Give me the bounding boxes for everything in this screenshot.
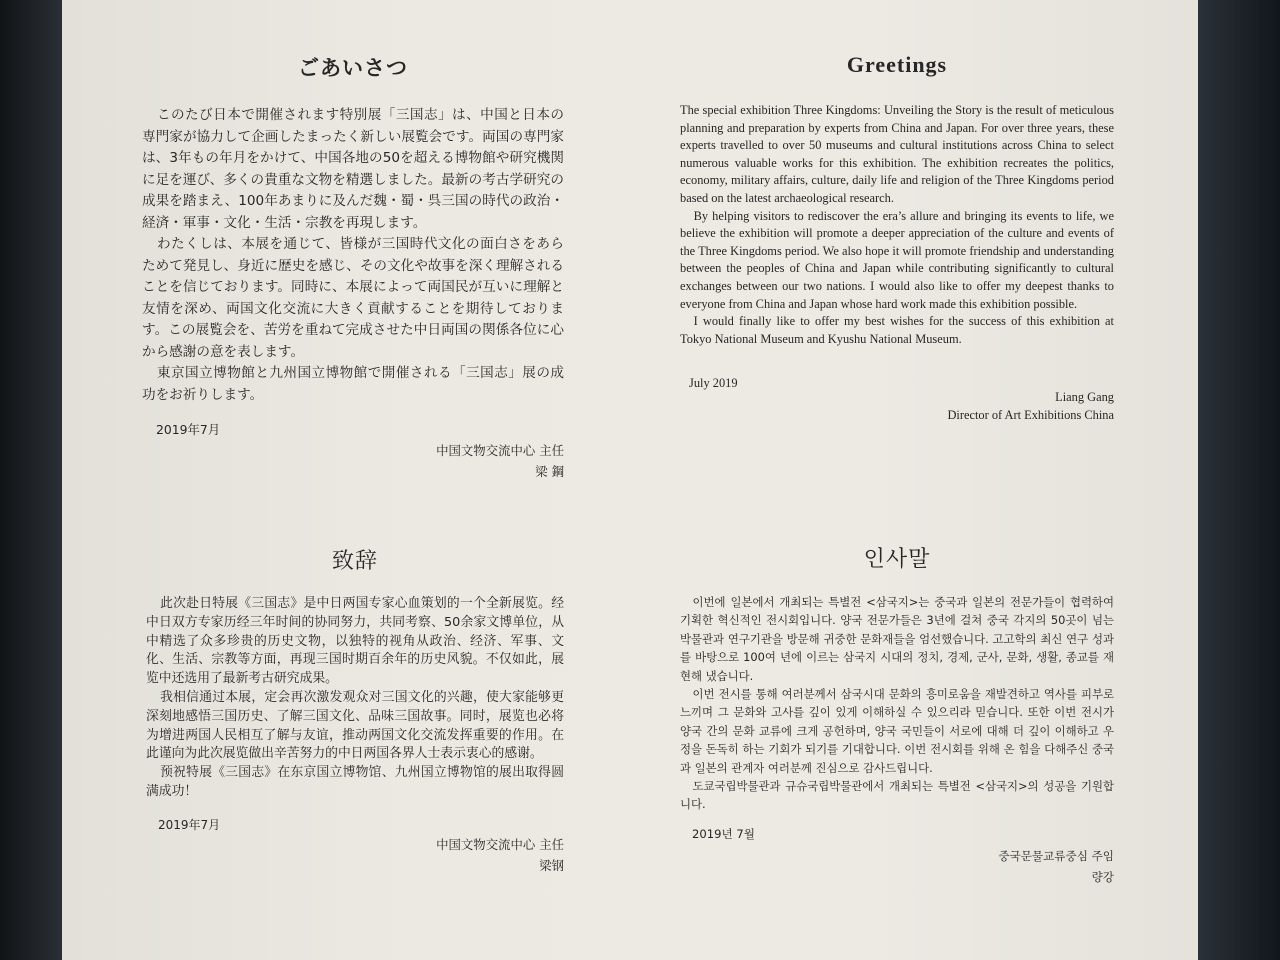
korean-body: [680, 593, 1114, 814]
chinese-paragraph-1: 此次赴日特展《三国志》是中日两国专家心血策划的一个全新展览。经中日双方专家历经三年时间的协同努力，共同考察、50余家文博单位，从中精选了众多珍贵的历史文物，以独特的视角从政治、经济、军事、文化、生活、宗教等方面，再现三国时期百余年的历史风貌。不仅如此，展览中还选用了最新考古研究成果。: [146, 596, 564, 687]
english-signature-name: Liang Gang: [1055, 390, 1114, 404]
english-paragraph-3: I would finally like to offer my best wishes for the success of this exhibition at Tokyo National Museum and Kyushu National Museum.: [680, 314, 1114, 346]
japanese-paragraph-2: わたくしは、本展を通じて、皆様が三国時代文化の面白さをあらためて発見し、身近に歴史を感じ、その文化や故事を深く理解されることを信じております。同時に、本展によって両国民が互いに理解と友情を深め、両国文化交流に大きく貢献することを期待しております。この展覧会を、苦労を重ねて完成させた中日両国の関係各位に心から感謝の意を表します。: [142, 236, 564, 360]
korean-title: 인사말: [863, 547, 931, 572]
chinese-signature-name: 梁钢: [539, 858, 564, 873]
korean-signature: [998, 846, 1114, 888]
korean-date: 2019년 7월: [692, 827, 755, 841]
english-paragraph-2: By helping visitors to rediscover the era’s allure and bringing its events to life, we believe the exhibition will promote a deeper appreciation of the culture and events of the Three Kingdoms period. We also hope it will promote friendship and understanding between the peoples of China and Japan while contributing significantly to cultural exchanges between our two nations. I would also like to offer my deepest thanks to everyone from China and Japan whose hard work made this exhibition possible.: [680, 208, 1114, 311]
english-signature-org: Director of Art Exhibitions China: [947, 408, 1114, 422]
left-wall-shadow: [0, 0, 62, 960]
japanese-paragraph-3: 東京国立博物館と九州国立博物館で開催される「三国志」展の成功をお祈りします。: [142, 365, 564, 403]
english-body: [680, 102, 1114, 348]
english-title: Greetings: [846, 52, 948, 77]
chinese-title: 致辞: [331, 549, 378, 574]
japanese-paragraph-1: このたび日本で開催されます特別展「三国志」は、中国と日本の専門家が協力して企画したまったく新しい展覧会です。両国の専門家は、3年もの年月をかけて、中国各地の50を超える博物館や研究機関に足を運び、多くの貴重な文物を精選しました。最新の考古学研究の成果を踏まえ、100年あまりに及んだ魏・蜀・呉三国の時代の政治・経済・軍事・文化・生活・宗教を再現します。: [142, 107, 564, 231]
japanese-title: ごあいさつ: [298, 56, 408, 80]
english-signature: [947, 388, 1114, 424]
japanese-signature-org: 中国文物交流中心 主任: [436, 443, 564, 458]
japanese-signature-name: 梁 鋼: [535, 464, 564, 479]
japanese-greeting-section: [142, 52, 564, 492]
korean-greeting-section: [680, 542, 1114, 892]
chinese-paragraph-2: 我相信通过本展，定会再次激发观众对三国文化的兴趣，使大家能够更深刻地感悟三国历史、了解三国文化、品味三国故事。同时，展览也必将为增进两国人民相互了解与友谊，推动两国文化交流发挥重要的作用。在此谨向为此次展览做出辛苦努力的中日两国各界人士表示衷心的感谢。: [146, 689, 564, 762]
chinese-paragraph-3: 预祝特展《三国志》在东京国立博物馆、九州国立博物馆的展出取得圆满成功！: [146, 765, 564, 799]
english-date: July 2019: [689, 376, 738, 390]
chinese-date: 2019年7月: [158, 818, 221, 832]
korean-paragraph-2: 이번 전시를 통해 여러분께서 삼국시대 문화의 흥미로움을 재발견하고 역사를 피부로 느끼며 그 문화와 고사를 깊이 있게 이해하실 수 있으리라 믿습니다. 또한 이번 전시가 양국 간의 문화 교류에 크게 공헌하며, 양국 국민들이 서로에 대해 더 깊이 이해하고 우정을 돈독히 하는 기회가 되기를 기대합니다. 이번 전시회를 위해 온 힘을 다해주신 중국과 일본의 관계자 여러분께 진심으로 감사드립니다.: [680, 687, 1114, 775]
korean-paragraph-1: 이번에 일본에서 개최되는 특별전 <삼국지>는 중국과 일본의 전문가들이 협력하여 기획한 혁신적인 전시회입니다. 양국 전문가들은 3년에 걸쳐 중국 각지의 50곳이 넘는 박물관과 연구기관을 방문해 귀중한 문화재들을 엄선했습니다. 고고학의 최신 연구 성과를 바탕으로 100여 년에 이르는 삼국지 시대의 정치, 경제, 군사, 문화, 생활, 종교를 재현해 냈습니다.: [680, 595, 1114, 683]
japanese-signature: [436, 440, 564, 482]
english-greeting-section: [680, 52, 1114, 432]
korean-paragraph-3: 도쿄국립박물관과 규슈국립박물관에서 개최되는 특별전 <삼국지>의 성공을 기원합니다.: [680, 779, 1114, 812]
chinese-signature: [436, 834, 564, 876]
japanese-date: 2019年7月: [156, 422, 221, 437]
chinese-signature-org: 中国文物交流中心 主任: [436, 837, 564, 852]
korean-signature-org: 중국문물교류중심 주임: [998, 849, 1114, 863]
chinese-greeting-section: [146, 544, 564, 894]
chinese-body: [146, 595, 564, 802]
korean-signature-name: 량강: [1091, 870, 1114, 884]
english-paragraph-1: The special exhibition Three Kingdoms: Unveiling the Story is the result of meticulous planning and preparation by experts from China and Japan. For over three years, these experts travelled to over 50 museums and cultural institutions across China to select numerous valuable works for this exhibition. The exhibition recreates the politics, economy, military affairs, culture, daily life and religion of the Three Kingdoms period based on the latest archaeological research.: [680, 103, 1114, 205]
japanese-body: [142, 105, 564, 406]
right-wall-shadow: [1198, 0, 1280, 960]
greetings-panel: [62, 0, 1198, 960]
